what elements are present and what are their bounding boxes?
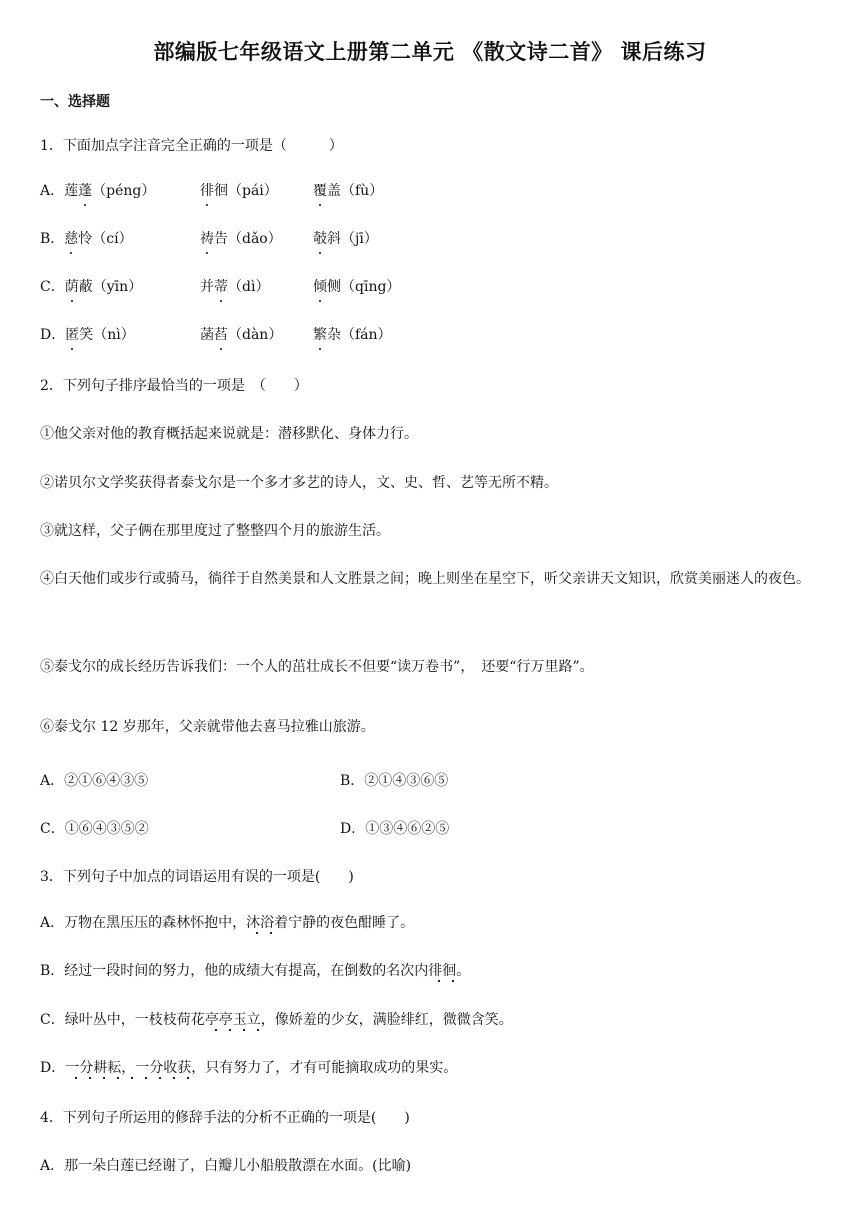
q1-option-b-word2: 祷告（dǎo） (200, 231, 282, 247)
dotted-char: 萏 (214, 327, 228, 343)
q1-option-c: C．荫蔽（yīn） (40, 279, 143, 295)
q2-sentence-3: ③就这样，父子俩在那里度过了整整四个月的旅游生活。 (40, 523, 390, 539)
dotted-char: 攲 (313, 231, 327, 247)
q2-sentence-5: ⑤泰戈尔的成长经历告诉我们：一个人的茁壮成长不但要“读万卷书”， 还要“行万里路”。 (40, 659, 594, 675)
q3-option-b: B．经过一段时间的努力，他的成绩大有提高，在倒数的名次内徘徊。 (40, 961, 470, 981)
dotted-word: 徘徊 (428, 963, 456, 983)
q2-option-d: D．①③④⑥②⑤ (340, 821, 450, 837)
q3-option-a: A．万物在黑压压的森林怀抱中，沐浴着宁静的夜色酣睡了。 (40, 913, 414, 933)
dotted-char: 荫 (64, 279, 79, 295)
q2-stem: 2．下列句子排序最恰当的一项是 （ ） (40, 378, 308, 394)
q1-stem: 1．下面加点字注音完全正确的一项是（ ） (40, 138, 343, 154)
dotted-char: 匿 (65, 327, 80, 343)
q4-option-a: A．那一朵白莲已经谢了，白瓣儿小船般散漂在水面。(比喻) (40, 1158, 412, 1174)
q3-option-d: D．一分耕耘，一分收获，只有努力了，才有可能摘取成功的果实。 (40, 1058, 457, 1078)
q2-option-a: A．②①⑥④③⑤ (40, 773, 149, 789)
q1-option-c-word2: 并蒂（dì） (200, 279, 270, 295)
q1-option-a: A．莲蓬（péng） (40, 183, 156, 199)
q2-sentence-2: ②诺贝尔文学奖获得者泰戈尔是一个多才多艺的诗人，文、史、哲、艺等无所不精。 (40, 475, 558, 491)
dotted-char: 徘 (200, 183, 214, 199)
q2-sentence-1: ①他父亲对他的教育概括起来说就是：潜移默化、身体力行。 (40, 426, 418, 442)
dotted-word: 沐浴 (246, 915, 274, 935)
dotted-char: 祷 (200, 231, 214, 247)
q2-sentence-6: ⑥泰戈尔 12 岁那年，父亲就带他去喜马拉雅山旅游。 (40, 719, 375, 735)
q1-option-c-word3: 倾侧（qīng） (313, 279, 401, 295)
dotted-char: 蓬 (78, 183, 93, 199)
dotted-char: 慈 (64, 231, 79, 247)
dotted-char: 繁 (313, 327, 327, 343)
page-title: 部编版七年级语文上册第二单元 《散文诗二首》 课后练习 (153, 39, 707, 64)
dotted-word: 一分耕耘，一分收获 (65, 1060, 191, 1080)
dotted-char: 覆 (313, 183, 327, 199)
q1-option-d: D．匿笑（nì） (40, 327, 135, 343)
q3-option-c: C．绿叶丛中，一枝枝荷花亭亭玉立，像娇羞的少女，满脸绯红，微微含笑。 (40, 1010, 513, 1030)
dotted-char: 蒂 (214, 279, 228, 295)
dotted-word: 亭亭玉立 (205, 1012, 261, 1032)
q2-option-b: B．②①④③⑥⑤ (340, 773, 449, 789)
q1-option-a-word2: 徘徊（pái） (200, 183, 278, 199)
q2-sentence-4: ④白天他们或步行或骑马，徜徉于自然美景和人文胜景之间；晚上则坐在星空下，听父亲讲天文知识，欣赏美丽迷人的夜色。 (40, 571, 810, 587)
q3-stem: 3．下列句子中加点的词语运用有误的一项是( ) (40, 869, 354, 885)
q1-option-b: B．慈怜（cí） (40, 231, 133, 247)
q1-option-d-word3: 繁杂（fán） (313, 327, 392, 343)
q1-option-d-word2: 菡萏（dàn） (200, 327, 283, 343)
q2-option-c: C．①⑥④③⑤② (40, 821, 149, 837)
q1-option-b-word3: 攲斜（jī） (313, 231, 378, 247)
section-heading: 一、选择题 (40, 94, 110, 110)
q1-option-a-word3: 覆盖（fù） (313, 183, 384, 199)
q4-stem: 4．下列句子所运用的修辞手法的分析不正确的一项是( ) (40, 1110, 410, 1126)
dotted-char: 倾 (313, 279, 327, 295)
